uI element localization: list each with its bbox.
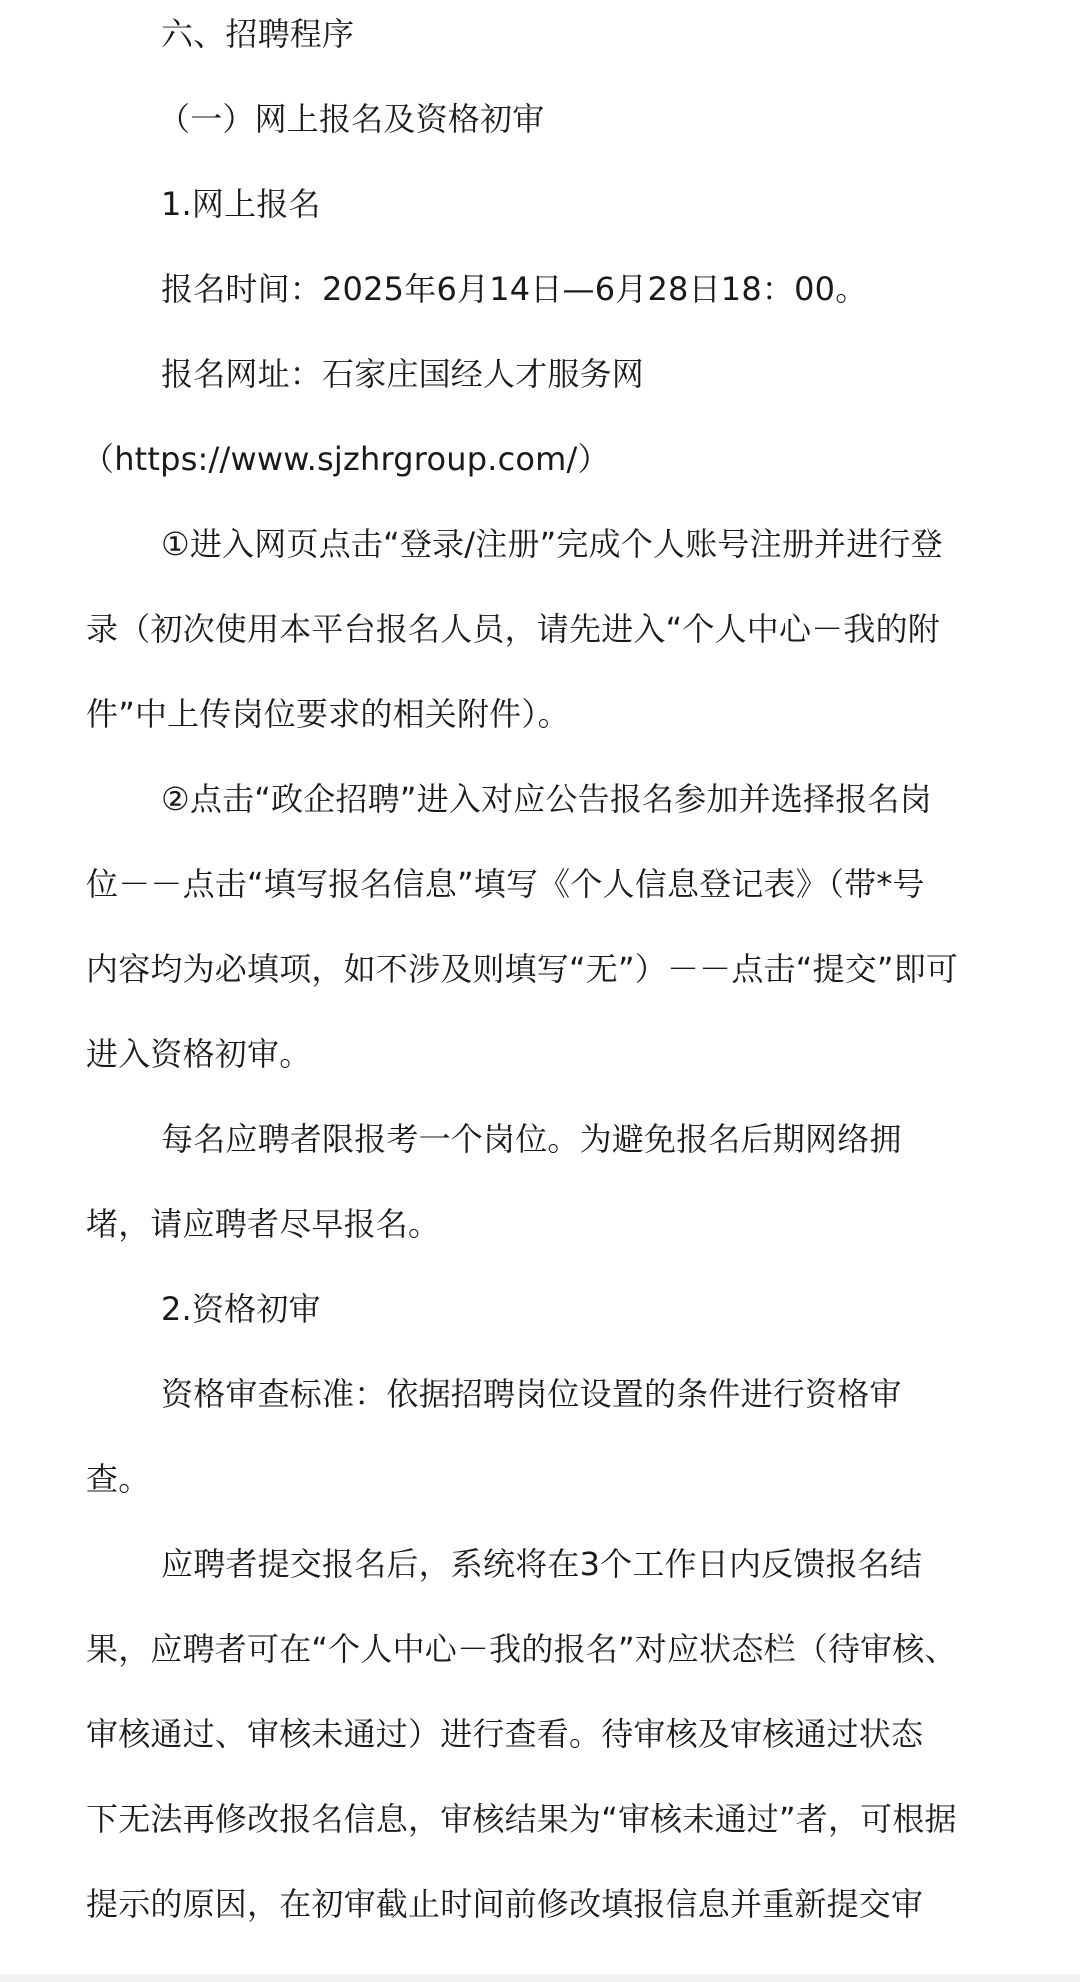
registration-site: 报名网址：石家庄国经人才服务网: [161, 355, 645, 393]
paragraph-line: 下无法再修改报名信息，审核结果为“审核未通过”者，可根据: [86, 1800, 957, 1838]
paragraph-line: 录（初次使用本平台报名人员，请先进入“个人中心－我的附: [86, 610, 940, 648]
item-heading: 1.网上报名: [161, 185, 321, 223]
paragraph-line: 资格审查标准：依据招聘岗位设置的条件进行资格审: [161, 1375, 902, 1413]
registration-time: 报名时间：2025年6月14日—6月28日18：00。: [161, 270, 868, 308]
paragraph-line: 位－－点击“填写报名信息”填写《个人信息登记表》（带*号: [86, 865, 925, 903]
item-heading: 2.资格初审: [161, 1290, 321, 1328]
paragraph-line: 提示的原因，在初审截止时间前修改填报信息并重新提交审: [86, 1885, 924, 1923]
bottom-divider: [0, 1974, 1080, 1982]
paragraph-line: ①进入网页点击“登录/注册”完成个人账号注册并进行登: [161, 525, 943, 563]
paragraph-line: ②点击“政企招聘”进入对应公告报名参加并选择报名岗: [161, 780, 932, 818]
subsection-heading: （一）网上报名及资格初审: [158, 100, 545, 138]
paragraph-line: 内容均为必填项，如不涉及则填写“无”）－－点击“提交”即可: [86, 950, 959, 988]
section-heading: 六、招聘程序: [161, 15, 355, 53]
paragraph-line: 堵，请应聘者尽早报名。: [86, 1205, 441, 1243]
paragraph-line: 每名应聘者限报考一个岗位。为避免报名后期网络拥: [161, 1120, 902, 1158]
paragraph-line: 审核通过、审核未通过）进行查看。待审核及审核通过状态: [86, 1715, 924, 1753]
paragraph-line: 应聘者提交报名后，系统将在3个工作日内反馈报名结: [161, 1545, 923, 1583]
paragraph-line: 查。: [86, 1460, 151, 1498]
registration-url: （https://www.sjzhrgroup.com/）: [82, 440, 610, 478]
paragraph-line: 进入资格初审。: [86, 1035, 312, 1073]
paragraph-line: 件”中上传岗位要求的相关附件）。: [86, 695, 570, 733]
paragraph-line: 果，应聘者可在“个人中心－我的报名”对应状态栏（待审核、: [86, 1630, 957, 1668]
